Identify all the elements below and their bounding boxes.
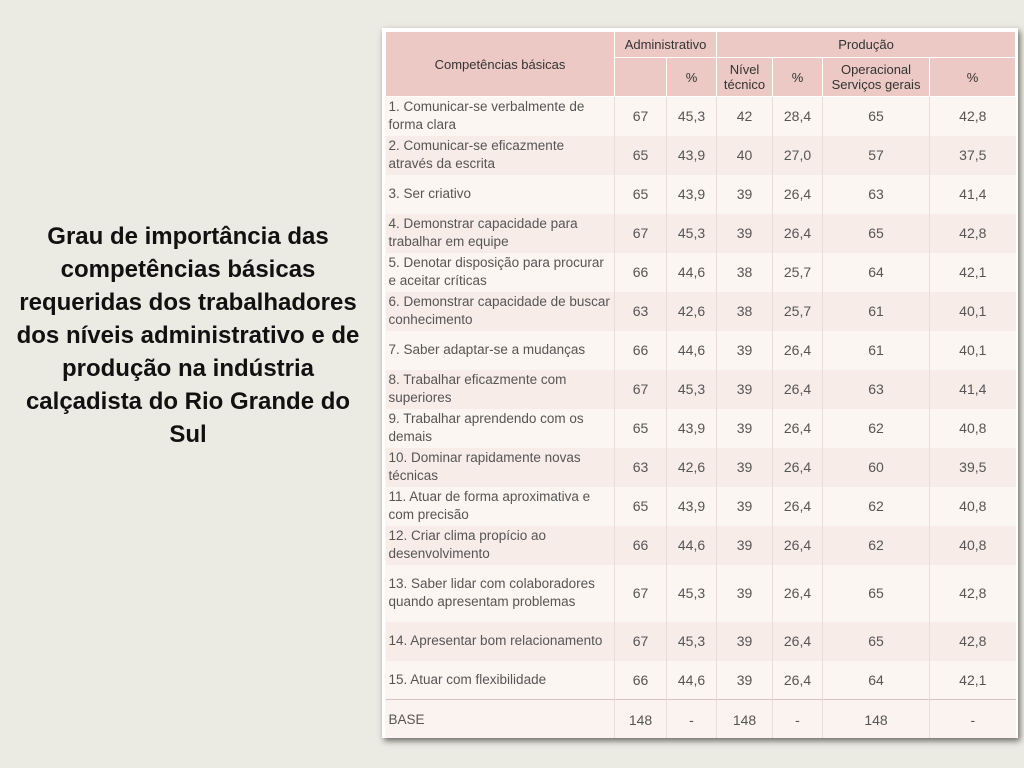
row-label: 14. Apresentar bom relacionamento [388,633,603,648]
tec-pct: 26,4 [773,175,823,214]
table-row [386,448,1016,487]
op-count: 62 [823,526,930,565]
tec-count: 40 [717,136,773,175]
tec-pct: 27,0 [773,136,823,175]
base-adm-count: 148 [615,700,667,739]
row-label: 5. Denotar disposição para procurar e aceitar críticas [388,255,604,288]
op-count: 63 [823,175,930,214]
tec-count: 39 [717,622,773,661]
base-op-pct: - [930,700,1016,739]
adm-pct: 43,9 [667,175,717,214]
table-row [386,526,1016,565]
op-pct: 42,8 [930,214,1016,253]
op-pct: 41,4 [930,370,1016,409]
tec-pct: 26,4 [773,214,823,253]
op-count: 65 [823,565,930,622]
op-count: 65 [823,97,930,136]
adm-pct: 43,9 [667,487,717,526]
tec-pct: 28,4 [773,97,823,136]
adm-pct: 44,6 [667,331,717,370]
tec-pct: 26,4 [773,661,823,700]
op-pct: 40,8 [930,487,1016,526]
op-pct: 42,8 [930,565,1016,622]
adm-count: 65 [615,175,667,214]
tec-count: 39 [717,370,773,409]
tec-count: 38 [717,292,773,331]
table-row [386,661,1016,700]
tec-count: 39 [717,565,773,622]
row-label: 6. Demonstrar capacidade de buscar conhecimento [388,294,610,327]
adm-count: 67 [615,565,667,622]
adm-count: 63 [615,448,667,487]
op-pct: 40,1 [930,292,1016,331]
op-pct: 40,8 [930,526,1016,565]
adm-pct: 45,3 [667,97,717,136]
base-tec-count: 148 [717,700,773,739]
header-op-pct: % [930,58,1016,97]
op-count: 61 [823,292,930,331]
header-tec-pct: % [773,58,823,97]
tec-count: 42 [717,97,773,136]
adm-count: 66 [615,526,667,565]
row-label: 10. Dominar rapidamente novas técnicas [388,450,581,483]
tec-count: 39 [717,448,773,487]
adm-count: 67 [615,622,667,661]
base-row-label: BASE [386,700,615,739]
row-label: 13. Saber lidar com colaboradores quando apresentam problemas [388,576,595,609]
row-label: 2. Comunicar-se eficazmente através da escrita [388,138,565,171]
tec-count: 39 [717,661,773,700]
adm-count: 67 [615,370,667,409]
row-label: 4. Demonstrar capacidade para trabalhar em equipe [388,216,578,249]
adm-count: 66 [615,253,667,292]
adm-count: 65 [615,487,667,526]
op-pct: 41,4 [930,175,1016,214]
table-row [386,97,1016,136]
header-nivel-tecnico: Nível técnico [717,58,773,97]
adm-pct: 45,3 [667,622,717,661]
table-row [386,331,1016,370]
tec-count: 39 [717,526,773,565]
table-row [386,292,1016,331]
op-count: 62 [823,487,930,526]
row-label: 11. Atuar de forma aproximativa e com precisão [388,489,591,522]
row-label: 12. Criar clima propício ao desenvolvimento [388,528,547,561]
adm-count: 63 [615,292,667,331]
op-pct: 42,1 [930,661,1016,700]
header-adm-pct: % [667,58,717,97]
tec-count: 39 [717,487,773,526]
table-row [386,253,1016,292]
adm-pct: 45,3 [667,370,717,409]
competencies-table-image [382,28,1018,738]
op-pct: 42,1 [930,253,1016,292]
tec-pct: 26,4 [773,622,823,661]
adm-pct: 42,6 [667,448,717,487]
tec-count: 39 [717,175,773,214]
op-pct: 39,5 [930,448,1016,487]
adm-pct: 44,6 [667,661,717,700]
row-label: 8. Trabalhar eficazmente com superiores [388,372,567,405]
op-count: 64 [823,661,930,700]
op-count: 65 [823,622,930,661]
table-row [386,409,1016,448]
header-adm-count [615,58,667,97]
tec-pct: 25,7 [773,253,823,292]
table-row [386,214,1016,253]
tec-pct: 26,4 [773,487,823,526]
op-pct: 37,5 [930,136,1016,175]
tec-count: 39 [717,214,773,253]
op-pct: 42,8 [930,622,1016,661]
slide-caption: Grau de importância das competências básicas requeridas dos trabalhadores dos níveis administrativo e de produção na indústria calçadista do Rio Grande do Sul [16,223,360,448]
op-count: 57 [823,136,930,175]
header-competencias: Competências básicas [386,32,615,97]
base-op-count: 148 [823,700,930,739]
header-operacional: Operacional Serviços gerais [823,58,930,97]
base-adm-pct: - [667,700,717,739]
adm-count: 67 [615,97,667,136]
tec-pct: 26,4 [773,565,823,622]
adm-pct: 44,6 [667,253,717,292]
adm-pct: 42,6 [667,292,717,331]
adm-pct: 44,6 [667,526,717,565]
adm-pct: 45,3 [667,214,717,253]
op-count: 65 [823,214,930,253]
op-pct: 40,8 [930,409,1016,448]
table-row [386,622,1016,661]
row-label: 15. Atuar com flexibilidade [388,671,547,687]
adm-count: 65 [615,409,667,448]
table-row [386,175,1016,214]
tec-pct: 25,7 [773,292,823,331]
row-label: 7. Saber adaptar-se a mudanças [388,342,586,357]
tec-count: 39 [717,409,773,448]
tec-count: 38 [717,253,773,292]
tec-pct: 26,4 [773,448,823,487]
base-row [386,700,1016,739]
op-count: 63 [823,370,930,409]
header-administrativo: Administrativo [615,32,717,58]
op-count: 64 [823,253,930,292]
header-producao: Produção [717,32,1016,58]
adm-pct: 45,3 [667,565,717,622]
table-row [386,487,1016,526]
adm-pct: 43,9 [667,409,717,448]
table-row [386,370,1016,409]
op-count: 60 [823,448,930,487]
adm-count: 67 [615,214,667,253]
row-label: 9. Trabalhar aprendendo com os demais [388,411,584,444]
base-tec-pct: - [773,700,823,739]
tec-pct: 26,4 [773,370,823,409]
adm-pct: 43,9 [667,136,717,175]
adm-count: 65 [615,136,667,175]
tec-pct: 26,4 [773,526,823,565]
adm-count: 66 [615,331,667,370]
op-pct: 40,1 [930,331,1016,370]
op-count: 61 [823,331,930,370]
op-count: 62 [823,409,930,448]
competencies-table [385,31,1016,738]
op-pct: 42,8 [930,97,1016,136]
row-label: 1. Comunicar-se verbalmente de forma clara [388,99,585,133]
adm-count: 66 [615,661,667,700]
table-row [386,136,1016,175]
table-row [386,565,1016,622]
tec-pct: 26,4 [773,331,823,370]
tec-count: 39 [717,331,773,370]
tec-pct: 26,4 [773,409,823,448]
row-label: 3. Ser criativo [388,186,472,201]
